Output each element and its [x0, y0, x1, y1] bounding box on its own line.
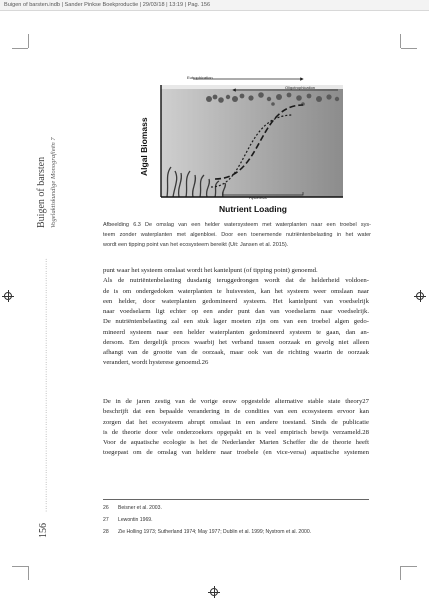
trim-mark-bottom-right — [400, 566, 401, 580]
body-paragraph-1 — [103, 266, 369, 369]
footnote-27 — [103, 517, 153, 523]
footnote-number: 26 — [103, 505, 109, 511]
body-line: Voor de aquatische ecologie is het de Nederlander Marten Scheffer die de theorie heeft — [103, 439, 369, 446]
running-head-series: Vogelaktiskundige Monografieën 7 — [50, 137, 57, 228]
footnote-28 — [103, 529, 311, 535]
body-line: toegepast om de omslag van heldere naar troebele (en vice-versa) aquatische systemen — [103, 449, 369, 457]
trim-mark-bottom-left-h — [12, 566, 28, 567]
trim-mark-top-left — [28, 34, 29, 48]
body-line: een helder, door waterplanten gedomineerd systeem. Het kantelpunt van voedselrijk — [103, 297, 369, 305]
body-line: punt waar het systeem omslaat wordt het kantelpunt (of tipping point) genoemd. — [103, 267, 318, 274]
body-line: dersom. Een dergelijk proces waarbij het verband tussen oorzaak en gevolg niet alleen — [103, 338, 369, 346]
registration-mark-right — [416, 292, 424, 300]
oligotrophication-label: Oligotrophication — [285, 85, 316, 90]
body-line: de is om ondergedoken waterplanten te huisvesten, kan het systeem weer omslaan naar — [103, 287, 369, 295]
registration-mark-left — [4, 292, 12, 300]
x-axis-label: Nutrient Loading — [219, 204, 287, 214]
caption-line: wordt een tipping point van het ecosysteem bereikt (Uit: Jansen et al. 2015). — [103, 241, 289, 248]
body-line: mineerd systeem naar een helder waterplanten gedomineerd systeem te gaan, dan an- — [103, 328, 369, 336]
running-head-title: Buigen of barsten — [36, 156, 47, 228]
caption-line: Afbeelding 6.3 De omslag van een helder watersysteem met waterplanten naar een troebel sys- — [103, 222, 371, 228]
registration-mark-bottom — [210, 588, 218, 596]
body-line: is de theorie door vele onderzoekers opgepakt en is veel empirisch bewijs verzameld.28 — [103, 428, 369, 436]
footnote-rule — [103, 499, 369, 500]
body-paragraph-2 — [103, 397, 369, 459]
body-line: Als de nutriëntenbelasting dusdanig teruggedrongen wordt dat de helderheid voldoen- — [103, 277, 369, 285]
trim-mark-bottom-left — [28, 566, 29, 580]
footnote-text: Zie Holling 1973; Sutherland 1974; May 1977; Dublin et al. 1999; Nystrom et al. 2000. — [118, 529, 312, 535]
hysteresis-label: Hysteresis — [249, 196, 267, 200]
trim-mark-bottom-right-h — [401, 566, 417, 567]
figure-hysteresis — [153, 75, 350, 203]
body-line: naar voedselarm ligt echter op een ander punt dan van voedselarm naar voedselrijk. — [103, 308, 369, 315]
footnote-number: 27 — [103, 517, 109, 523]
footnote-number: 28 — [103, 529, 109, 535]
print-slug-header: Buigen of barsten.indb | Sander Pinkse Boekproductie | 29/03/18 | 13:19 | Pag. 156 — [0, 0, 429, 11]
running-head-dots: ·········································································································· — [44, 257, 50, 512]
trim-mark-top-right — [400, 34, 401, 48]
page-number: 156 — [38, 523, 49, 538]
eutrophication-label: Eutrophication — [187, 75, 213, 80]
figure-graphic — [153, 75, 350, 203]
body-line: zorgen dat het ecosysteem abrupt omslaat in een andere toestand. Sinds de publicatie — [103, 418, 369, 426]
body-line: beschrijft dat een bepaalde verandering in de condities van een ecosysteem ervoor kan — [103, 408, 369, 416]
body-line: De in de jaren zestig van de vorige eeuw opgestelde alternative stable state theory27 — [103, 398, 369, 405]
footnote-26 — [103, 505, 162, 511]
footnote-text: Lewontin 1969. — [118, 517, 153, 523]
trim-mark-top-right-h — [401, 48, 417, 49]
water-column — [161, 85, 343, 197]
caption-line: teem zonder waterplanten met algenbloei. Door een toenemende nutriëntenbelasting in het water — [103, 231, 371, 238]
body-line: afhangt van de grootte van de oorzaak, maar ook van de richting waarin de oorzaak — [103, 349, 369, 356]
body-line: verandert, wordt hysterese genoemd.26 — [103, 359, 209, 367]
y-axis-label: Algal Biomass — [139, 117, 149, 176]
figure-caption — [103, 221, 371, 250]
footnote-text: Beisner et al. 2003. — [118, 505, 162, 511]
body-line: De nutriëntenbelasting zal een stuk lager moeten zijn om van een troebel algen gedo- — [103, 318, 369, 326]
trim-mark-top-left-h — [12, 48, 28, 49]
